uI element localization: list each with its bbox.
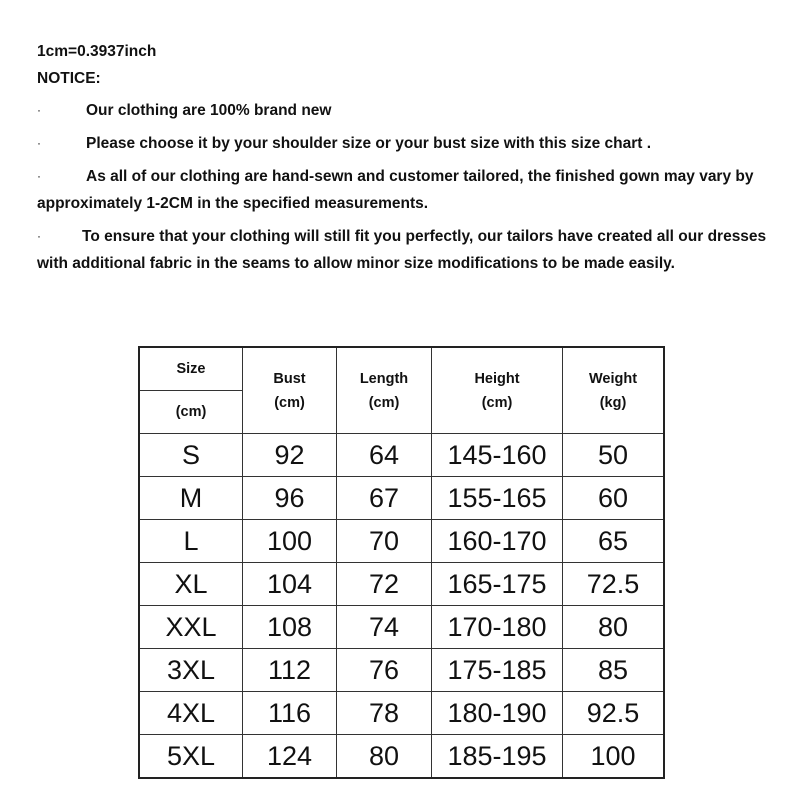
table-row — [139, 477, 664, 520]
cell-weight: 85 — [563, 649, 665, 692]
table-row — [139, 735, 664, 779]
notice-item-text: Please choose it by your shoulder size or your bust size with this size chart . — [86, 135, 652, 152]
cell-size: 5XL — [139, 735, 243, 779]
cell-length: 78 — [337, 692, 432, 735]
cell-size: XXL — [139, 606, 243, 649]
header-unit: (cm) — [274, 394, 305, 411]
cell-length: 76 — [337, 649, 432, 692]
cell-height: 175-185 — [432, 649, 563, 692]
table-row — [139, 606, 664, 649]
cell-length: 70 — [337, 520, 432, 563]
table-row — [139, 563, 664, 606]
notice-item-text: To ensure that your clothing will still fit you perfectly, our tailors have created all our dresses with additional fabric in the seams to allow minor size modifications to be made easily. — [37, 228, 767, 272]
cell-weight: 65 — [563, 520, 665, 563]
notice-item-text: As all of our clothing are hand-sewn and customer tailored, the finished gown may vary by approximately 1-2CM in the specified measurements. — [37, 168, 754, 212]
cell-height: 155-165 — [432, 477, 563, 520]
table-header-row — [139, 347, 664, 391]
cell-weight: 100 — [563, 735, 665, 779]
notice-title: NOTICE: — [37, 70, 101, 87]
cell-bust: 104 — [243, 563, 337, 606]
cell-size: XL — [139, 563, 243, 606]
bullet-icon: · — [37, 136, 41, 150]
cell-bust: 124 — [243, 735, 337, 779]
cell-bust: 116 — [243, 692, 337, 735]
notice-item — [37, 223, 767, 277]
bullet-icon: · — [37, 229, 41, 243]
notice-item-text: Our clothing are 100% brand new — [86, 102, 332, 119]
notice-item — [37, 130, 767, 157]
header-cell-length — [337, 347, 432, 434]
header-unit: (cm) — [481, 394, 513, 411]
cell-height: 145-160 — [432, 434, 563, 477]
cell-size: 3XL — [139, 649, 243, 692]
bullet-icon: · — [37, 169, 41, 183]
cell-bust: 100 — [243, 520, 337, 563]
table-row — [139, 649, 664, 692]
cell-length: 64 — [337, 434, 432, 477]
cell-bust: 108 — [243, 606, 337, 649]
notice-section — [37, 38, 767, 277]
header-unit: (kg) — [599, 394, 627, 411]
unit-conversion: 1cm=0.3937inch — [37, 43, 157, 60]
cell-height: 185-195 — [432, 735, 563, 779]
cell-weight: 92.5 — [563, 692, 665, 735]
cell-weight: 60 — [563, 477, 665, 520]
size-chart-table — [138, 346, 665, 779]
cell-height: 180-190 — [432, 692, 563, 735]
header-cell-weight — [563, 347, 665, 434]
header-cell-size-unit: (cm) — [139, 391, 243, 434]
header-cell-height — [432, 347, 563, 434]
header-label: Height — [474, 370, 520, 387]
header-unit: (cm) — [368, 394, 400, 411]
notice-item — [37, 163, 767, 217]
cell-weight: 80 — [563, 606, 665, 649]
cell-size: M — [139, 477, 243, 520]
cell-bust: 96 — [243, 477, 337, 520]
cell-length: 74 — [337, 606, 432, 649]
cell-height: 160-170 — [432, 520, 563, 563]
cell-weight: 72.5 — [563, 563, 665, 606]
cell-bust: 112 — [243, 649, 337, 692]
cell-size: 4XL — [139, 692, 243, 735]
table-row — [139, 434, 664, 477]
bullet-icon: · — [37, 103, 41, 117]
header-label: Bust — [273, 370, 306, 387]
header-label: Weight — [588, 370, 638, 387]
cell-height: 165-175 — [432, 563, 563, 606]
cell-bust: 92 — [243, 434, 337, 477]
cell-height: 170-180 — [432, 606, 563, 649]
cell-length: 80 — [337, 735, 432, 779]
cell-length: 67 — [337, 477, 432, 520]
cell-size: L — [139, 520, 243, 563]
cell-weight: 50 — [563, 434, 665, 477]
cell-size: S — [139, 434, 243, 477]
notice-item — [37, 97, 767, 124]
header-label: Length — [359, 370, 409, 387]
table-row — [139, 692, 664, 735]
cell-length: 72 — [337, 563, 432, 606]
table-row — [139, 520, 664, 563]
header-cell-size: Size — [139, 347, 243, 391]
header-cell-bust — [243, 347, 337, 434]
